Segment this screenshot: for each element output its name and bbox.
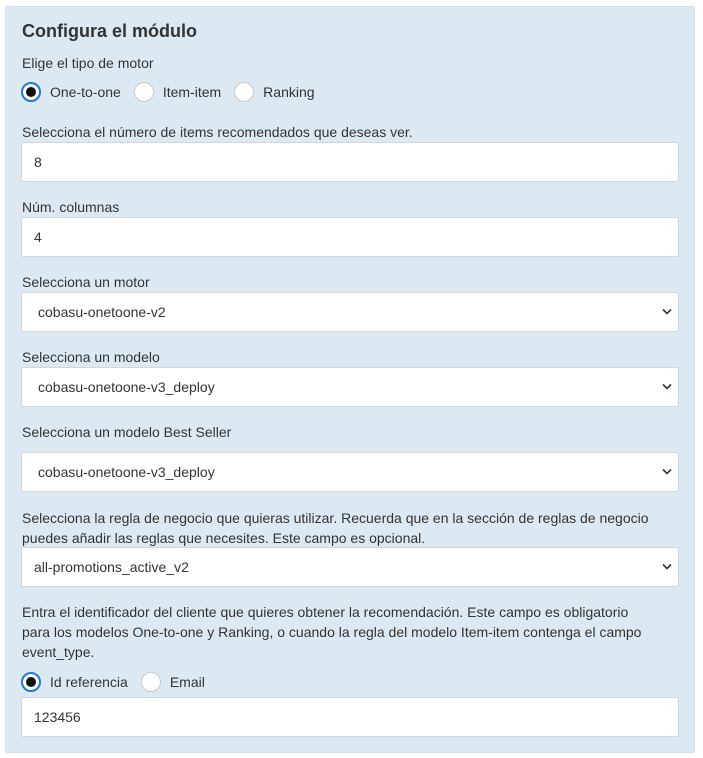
radio-label: One-to-one [50,84,121,100]
radio-label: Ranking [263,84,315,100]
radio-unchecked-icon [234,82,254,102]
num-items-value: 8 [34,154,42,170]
chevron-down-icon [662,468,672,476]
radio-unchecked-icon [134,82,154,102]
best-seller-model-select-value: cobasu-onetoone-v3_deploy [38,464,215,480]
num-items-input[interactable] [21,142,679,182]
client-id-input[interactable] [21,697,679,737]
client-id-label-line1: Entra el identificador del cliente que quieres obtener la recomendación. Este campo es obligatorio [22,604,629,620]
num-columns-input[interactable] [21,217,679,257]
radio-one-to-one[interactable] [21,82,121,102]
engine-select[interactable] [21,292,679,332]
engine-type-radio-group [21,81,328,103]
business-rule-label-line1: Selecciona la regla de negocio que quieras utilizar. Recuerda que en la sección de reglas de negocio [22,510,649,526]
chevron-down-icon [662,563,672,571]
num-columns-label: Núm. columnas [22,199,120,215]
radio-email[interactable] [141,672,205,692]
model-select-value: cobasu-onetoone-v3_deploy [38,379,215,395]
num-items-label: Selecciona el número de items recomendados que deseas ver. [22,124,413,140]
best-seller-model-label: Selecciona un modelo Best Seller [22,424,232,440]
client-id-label-line3: event_type. [22,644,95,660]
radio-ranking[interactable] [234,82,314,102]
radio-label: Id referencia [50,674,128,690]
client-id-radio-group [21,671,218,693]
chevron-down-icon [662,308,672,316]
radio-label: Item-item [162,84,222,100]
configure-module-panel [5,6,695,753]
model-label: Selecciona un modelo [22,349,160,365]
radio-checked-icon [21,82,41,102]
client-id-label-line2: para los modelos One-to-one y Ranking, o cuando la regla del modelo Item-item contenga el campo [22,624,642,640]
engine-label: Selecciona un motor [22,274,150,290]
business-rule-label-line2: puedes añadir las reglas que necesites. Este campo es opcional. [22,530,426,546]
client-id-value: 123456 [34,709,81,725]
radio-id-referencia[interactable] [21,672,128,692]
num-columns-value: 4 [34,229,42,245]
panel-title: Configura el módulo [22,21,197,41]
radio-label: Email [169,674,205,690]
best-seller-model-select[interactable] [21,452,679,492]
radio-unchecked-icon [141,672,161,692]
radio-checked-icon [21,672,41,692]
engine-type-label: Elige el tipo de motor [22,55,154,71]
radio-item-item[interactable] [134,82,221,102]
engine-select-value: cobasu-onetoone-v2 [38,304,166,320]
business-rule-select[interactable] [21,547,679,587]
business-rule-select-value: all-promotions_active_v2 [34,559,189,575]
chevron-down-icon [662,383,672,391]
model-select[interactable] [21,367,679,407]
